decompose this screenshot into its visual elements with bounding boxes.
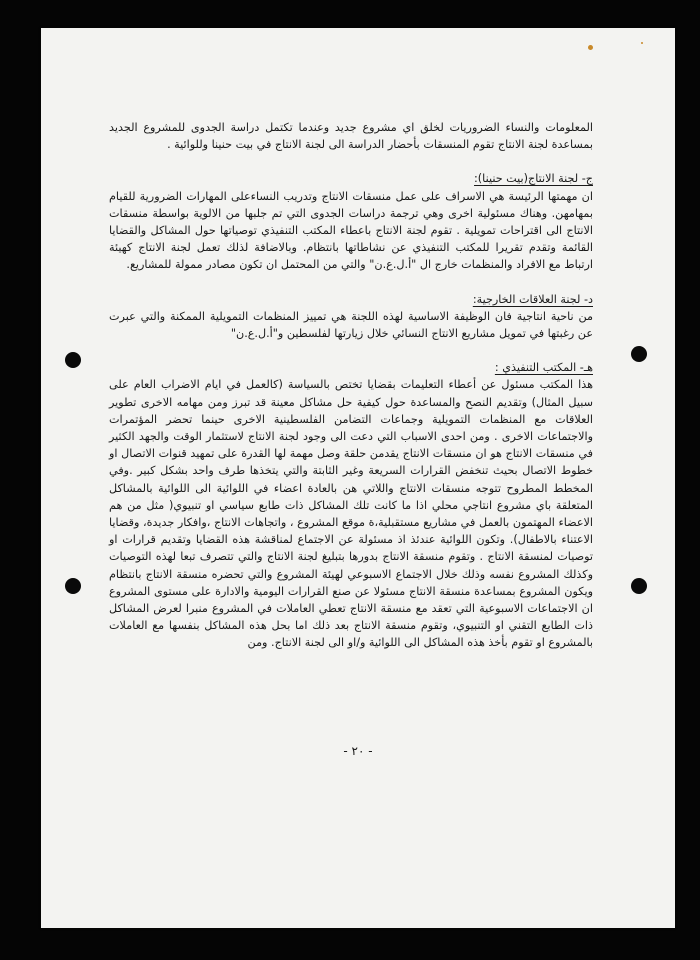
document-page	[41, 28, 675, 928]
section-e-heading: هـ- المكتب التنفيذي :	[494, 361, 593, 375]
punch-hole-right-bottom	[631, 578, 647, 594]
punch-hole-left-bottom	[65, 578, 81, 594]
stain-mark-small	[641, 42, 643, 44]
punch-hole-left-top	[65, 352, 81, 368]
punch-hole-right-top	[631, 346, 647, 362]
section-d-heading: د- لجنة العلاقات الخارجية:	[472, 292, 593, 306]
stain-mark	[588, 45, 593, 50]
intro-paragraph: المعلومات والنساء الضروريات لخلق اي مشروع جديد وعندما تكتمل دراسة الجدوى للمشروع الجديد بمساعدة لجنة الانتاج تقوم المنسقات بأحضار الدراسة الى لجنة الانتاج في بيت حنينا وللوائية .	[109, 121, 593, 152]
document-body	[109, 119, 593, 652]
page-number: - ٢٠ -	[343, 744, 373, 758]
section-e-body: هذا المكتب مسئول عن أعطاء التعليمات بقضايا تختص بالسياسة (كالعمل في ايام الاضراب العام على سبيل المثال) وتقديم النصح والمساعدة حول كيفية حل مشاكل معينة قد تبرز ومن مهامه الاخرى تطوير العلاقات مع المنظمات التمويلية وجماعات التضامن الفلسطينية الاخرى حينما تحضر المؤتمرات والاجتماعات الاخرى . ومن احدى الاسباب التي دعت الى وجود لجنة الانتاج لاستثمار الوقت والجهد الكثير في منسقات الانتاج هو ان منسقات الانتاج يقدمن حلقة وصل مهمة لها القدرة على تمهيد قنوات الاتصال او خطوط الاتصال بحيث تنخفض القرارات السريعة وغير الثابتة والتي يتخذها طرف واحد بشكل كبير .وفي المخطط المطروح تتوجه منسقات الانتاج واللاتي هن بالعادة اعضاء في اللوائية الى اللوائية بالمشاكل المتعلقة باي مشروع انتاجي محلي اذا ما كانت تلك المشاكل ذات طابع سياسي او تنبيوي( مثل من هم الاعضاء المهتمون بالعمل في مشاريع مستقبلية،ة موقع المشروع ، واتجاهات الانتاج ،وافكار جديدة، وقضايا الاعتناء بالاطفال). وتكون اللوائية عندئذ اذ مسئولة عن الاجتماع لمناقشة هذه القضايا وتقديم قرارات او توصيات لمنسقة الانتاج . وتقوم منسقة الانتاج بدورها بتبليغ لجنة الانتاج والتي تتصرف تبعا لهذه التوصيات وكذلك المشروع نفسه وذلك خلال الاجتماع الاسبوعي لهيئة المشروع والتي تحضره منسقة الانتاج بانتظام ويكون المشروع بمساعدة منسقة الانتاج مسئولا عن صنع القرارات اليومية والادارة على مستوى المشروع ان الاجتماعات الاسبوعية التي تعقد مع منسقة الانتاج تعطي العاملات في المشروع منبرا لعرض المشاكل ذات الطابع التقني او التنبيوي، وتقوم منسقة الانتاج بعد ذلك اما بحل هذه المشاكل بنفسها مع العاملات بالمشروع او تقوم بأخذ هذه المشاكل الى اللوائية و/او الى لجنة الانتاج. ومن	[109, 378, 593, 650]
section-c-heading: ج- لجنة الانتاج(بيت حنينا):	[474, 172, 593, 186]
section-c-body: ان مهمتها الرئيسة هي الاسراف على عمل منسقات الانتاج وتدريب النساءعلى المهارات الضرورية للقيام بمهامهن. وهناك مسئولية اخرى وهي ترجمة دراسات الجدوى التي تم جلبها من الالوية بواسطة منسقات الانتاج الى اقتراحات تمويلية . تقوم لجنة الانتاج باعطاء المكتب التنفيذي توصياتها حول المشاكل والقضايا القائمة وتقدم تقريرا للمكتب التنفيذي عن نشاطاتها بانتظام. وبالاضافة لذلك تعمل لجنة الانتاج كهيئة ارتباط مع الافراد والمنظمات خارج ال "أ.ل.ع.ن" والتي من المحتمل ان تكون مصادر ممولة للمشاريع.	[109, 189, 593, 272]
section-d-body: من ناحية انتاجية فان الوظيفة الاساسية لهذه اللجنة هي تمييز المنظمات التمويلية الممكنة والتي عبرت عن رغبتها في تمويل مشاريع الانتاج النسائي خلال زيارتها لفلسطين و"أ.ل.ع.ن"	[109, 309, 593, 341]
